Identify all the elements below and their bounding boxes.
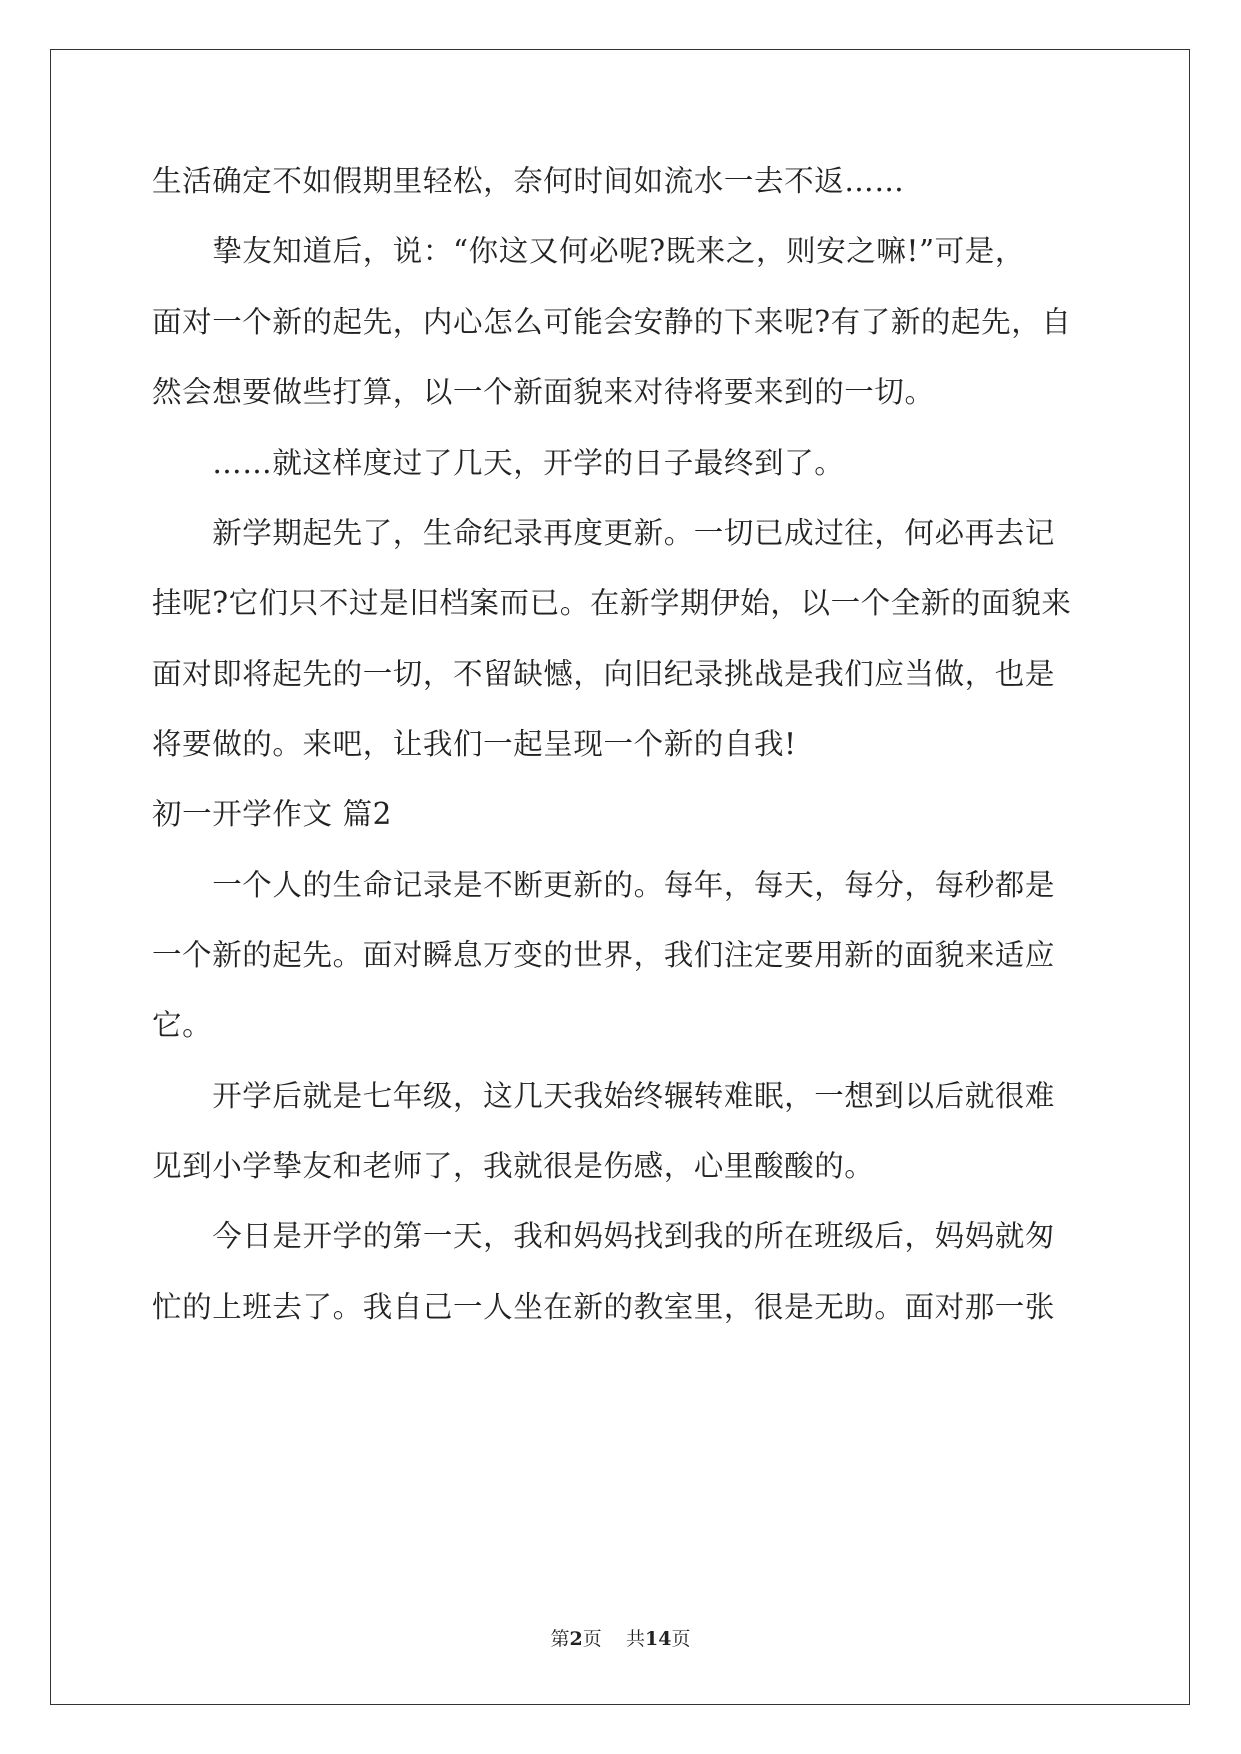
text-line-3: 面对一个新的起先，内心怎么可能会安静的下来呢?有了新的起先，自 xyxy=(152,305,1072,339)
text-line-8: 面对即将起先的一切，不留缺憾，向旧纪录挑战是我们应当做，也是 xyxy=(152,657,1056,691)
text-line-13: 它。 xyxy=(152,1008,213,1042)
text-line-9: 将要做的。来吧，让我们一起呈现一个新的自我! xyxy=(152,727,797,761)
page-number: 2 xyxy=(569,1628,583,1650)
text-line-17: 忙的上班去了。我自己一人坐在新的教室里，很是无助。面对那一张 xyxy=(152,1290,1056,1324)
total-prefix: 共 xyxy=(625,1628,645,1650)
text-line-2: 挚友知道后，说：“你这又何必呢?既来之，则安之嘛!”可是， xyxy=(152,234,1025,268)
text-line-12: 一个新的起先。面对瞬息万变的世界，我们注定要用新的面貌来适应 xyxy=(152,938,1056,972)
page-suffix: 页 xyxy=(582,1628,602,1650)
text-line-7: 挂呢?它们只不过是旧档案而已。在新学期伊始，以一个全新的面貌来 xyxy=(152,586,1072,620)
text-line-4: 然会想要做些打算，以一个新面貌来对待将要来到的一切。 xyxy=(152,375,935,409)
page-prefix: 第 xyxy=(550,1628,570,1650)
text-line-16: 今日是开学的第一天，我和妈妈找到我的所在班级后，妈妈就匆 xyxy=(152,1219,1056,1253)
total-suffix: 页 xyxy=(671,1628,691,1650)
total-pages: 14 xyxy=(644,1628,672,1650)
text-line-1: 生活确定不如假期里轻松，奈何时间如流水一去不返…… xyxy=(152,164,905,198)
text-line-14: 开学后就是七年级，这几天我始终辗转难眠，一想到以后就很难 xyxy=(152,1079,1056,1113)
page-footer xyxy=(0,1627,1241,1651)
text-line-15: 见到小学挚友和老师了，我就很是伤感，心里酸酸的。 xyxy=(152,1149,875,1183)
text-line-5: ……就这样度过了几天，开学的日子最终到了。 xyxy=(152,446,845,480)
text-line-11: 一个人的生命记录是不断更新的。每年，每天，每分，每秒都是 xyxy=(152,868,1056,902)
section-heading: 初一开学作文 篇2 xyxy=(152,797,393,831)
text-line-6: 新学期起先了，生命纪录再度更新。一切已成过往，何必再去记 xyxy=(152,516,1056,550)
